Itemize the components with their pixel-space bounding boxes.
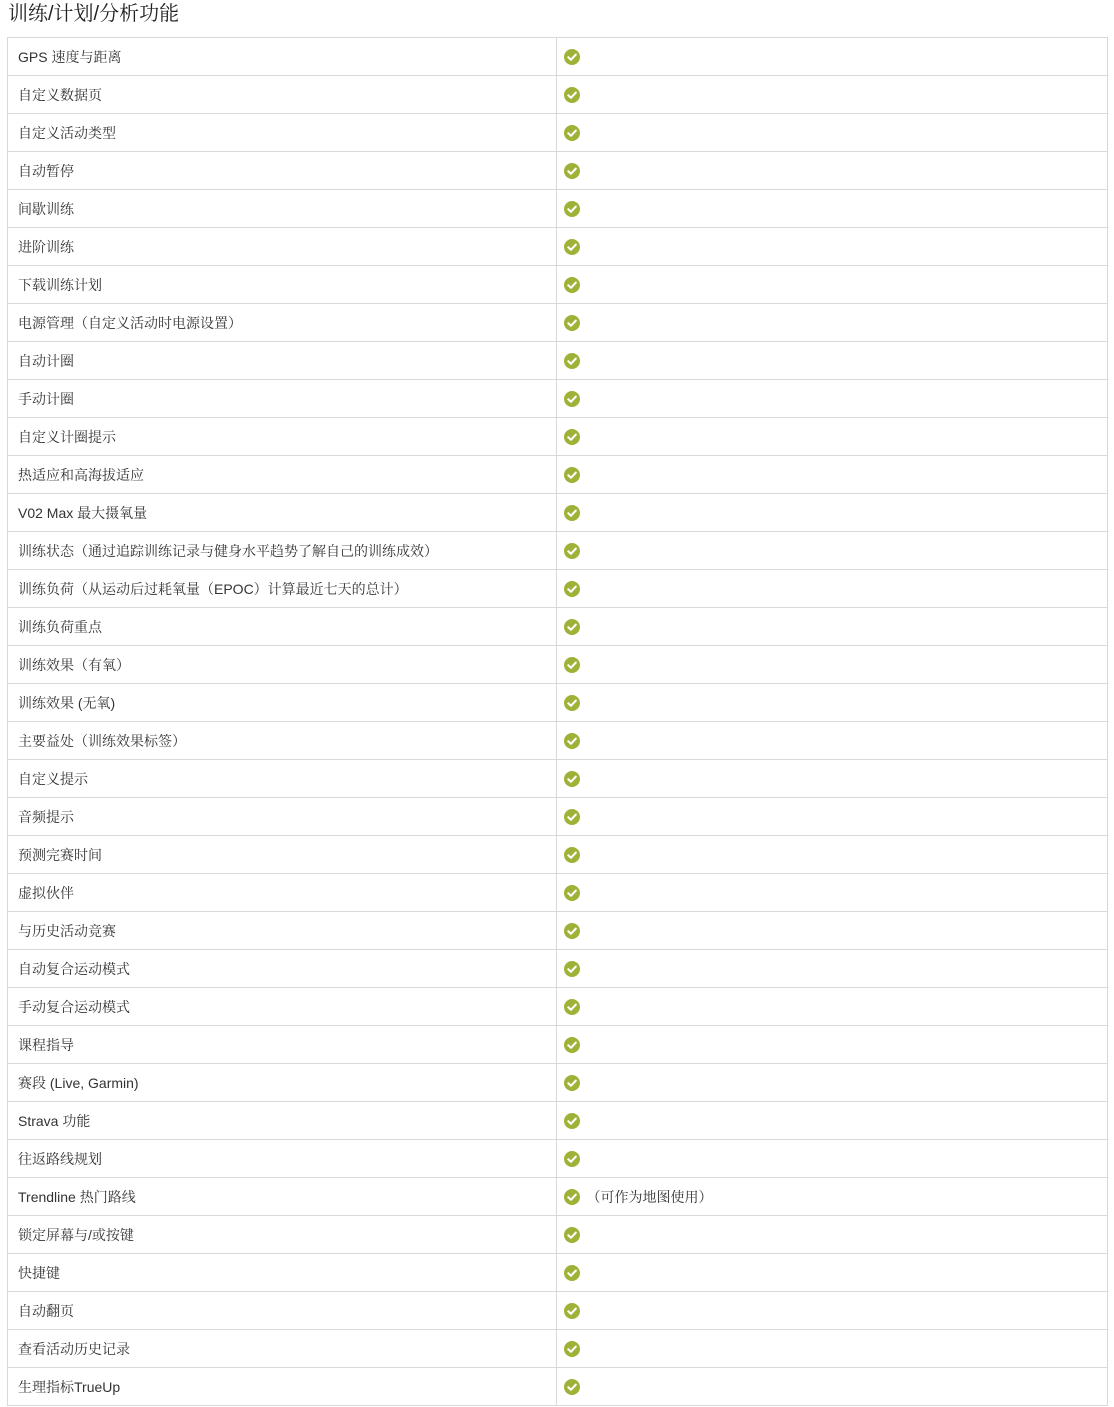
feature-value-cell (557, 1292, 1108, 1330)
feature-name-cell: 课程指导 (8, 1026, 557, 1064)
feature-table (7, 37, 1108, 1406)
feature-value (564, 228, 1107, 265)
table-row (8, 418, 1108, 456)
feature-name-cell: Trendline 热门路线 (8, 1178, 557, 1216)
feature-value (564, 798, 1107, 835)
feature-value (564, 38, 1107, 75)
table-row (8, 1178, 1108, 1216)
feature-name-cell: 生理指标TrueUp (8, 1368, 557, 1406)
feature-value-cell (557, 1254, 1108, 1292)
feature-name-cell: 锁定屏幕与/或按键 (8, 1216, 557, 1254)
check-circle-icon (564, 125, 580, 141)
table-row (8, 646, 1108, 684)
table-row (8, 304, 1108, 342)
table-row (8, 1140, 1108, 1178)
feature-value (564, 1216, 1107, 1253)
feature-name-cell: 快捷键 (8, 1254, 557, 1292)
check-circle-icon (564, 847, 580, 863)
feature-value (564, 646, 1107, 683)
feature-value (564, 1102, 1107, 1139)
feature-name-cell: 训练效果 (无氧) (8, 684, 557, 722)
feature-value (564, 1368, 1107, 1405)
check-circle-icon (564, 885, 580, 901)
feature-value-cell (557, 266, 1108, 304)
table-row (8, 38, 1108, 76)
check-circle-icon (564, 429, 580, 445)
feature-name-cell: 手动计圈 (8, 380, 557, 418)
table-row (8, 532, 1108, 570)
feature-name-cell: 赛段 (Live, Garmin) (8, 1064, 557, 1102)
feature-value (564, 418, 1107, 455)
feature-value-cell (557, 418, 1108, 456)
feature-value-cell (557, 646, 1108, 684)
check-circle-icon (564, 1113, 580, 1129)
feature-name-cell: 自定义计圈提示 (8, 418, 557, 456)
check-circle-icon (564, 1189, 580, 1205)
feature-value (564, 1140, 1107, 1177)
feature-value-cell (557, 1026, 1108, 1064)
table-row (8, 342, 1108, 380)
table-row (8, 1102, 1108, 1140)
feature-value (564, 76, 1107, 113)
table-row (8, 684, 1108, 722)
table-row (8, 76, 1108, 114)
table-row (8, 494, 1108, 532)
feature-value (564, 1254, 1107, 1291)
table-row (8, 874, 1108, 912)
feature-value (564, 988, 1107, 1025)
table-row (8, 1026, 1108, 1064)
table-row (8, 912, 1108, 950)
feature-value (564, 874, 1107, 911)
feature-value (564, 950, 1107, 987)
feature-value-cell (557, 456, 1108, 494)
feature-value (564, 1026, 1107, 1063)
feature-value-cell (557, 874, 1108, 912)
table-row (8, 266, 1108, 304)
feature-name-cell: 音频提示 (8, 798, 557, 836)
table-row (8, 380, 1108, 418)
check-circle-icon (564, 353, 580, 369)
table-row (8, 760, 1108, 798)
feature-name-cell: 进阶训练 (8, 228, 557, 266)
check-circle-icon (564, 201, 580, 217)
feature-value (564, 1330, 1107, 1367)
feature-value (564, 684, 1107, 721)
feature-value (564, 304, 1107, 341)
feature-value-cell (557, 760, 1108, 798)
feature-value-cell (557, 1178, 1108, 1216)
check-circle-icon (564, 999, 580, 1015)
check-circle-icon (564, 277, 580, 293)
feature-value (564, 380, 1107, 417)
feature-value-cell (557, 912, 1108, 950)
feature-name-cell: 自定义提示 (8, 760, 557, 798)
feature-value (564, 152, 1107, 189)
feature-value (564, 608, 1107, 645)
feature-name-cell: 自动计圈 (8, 342, 557, 380)
table-row (8, 608, 1108, 646)
feature-value-cell (557, 342, 1108, 380)
feature-name-cell: 自定义活动类型 (8, 114, 557, 152)
feature-value-cell (557, 684, 1108, 722)
table-row (8, 114, 1108, 152)
feature-note: （可作为地图使用） (586, 1188, 713, 1205)
feature-name-cell: 主要益处（训练效果标签） (8, 722, 557, 760)
check-circle-icon (564, 809, 580, 825)
feature-value-cell (557, 722, 1108, 760)
feature-name-cell: 训练效果（有氧） (8, 646, 557, 684)
feature-value-cell (557, 1368, 1108, 1406)
check-circle-icon (564, 619, 580, 635)
feature-value-cell (557, 228, 1108, 266)
feature-name-cell: 训练负荷（从运动后过耗氧量（EPOC）计算最近七天的总计） (8, 570, 557, 608)
feature-value (564, 342, 1107, 379)
check-circle-icon (564, 315, 580, 331)
feature-value-cell (557, 76, 1108, 114)
feature-value (564, 532, 1107, 569)
feature-name-cell: 往返路线规划 (8, 1140, 557, 1178)
feature-value-cell (557, 1216, 1108, 1254)
feature-name-cell: 自动翻页 (8, 1292, 557, 1330)
feature-value (564, 760, 1107, 797)
feature-value-cell (557, 608, 1108, 646)
feature-value-cell (557, 38, 1108, 76)
check-circle-icon (564, 49, 580, 65)
check-circle-icon (564, 1265, 580, 1281)
feature-value-cell (557, 532, 1108, 570)
feature-name-cell: 间歇训练 (8, 190, 557, 228)
table-row (8, 1254, 1108, 1292)
table-row (8, 228, 1108, 266)
table-row (8, 950, 1108, 988)
feature-value (564, 836, 1107, 873)
check-circle-icon (564, 961, 580, 977)
table-row (8, 836, 1108, 874)
table-row (8, 190, 1108, 228)
feature-value (564, 114, 1107, 151)
table-row (8, 988, 1108, 1026)
check-circle-icon (564, 391, 580, 407)
feature-name-cell: 自动复合运动模式 (8, 950, 557, 988)
table-row (8, 456, 1108, 494)
feature-name-cell: 自定义数据页 (8, 76, 557, 114)
feature-value (564, 912, 1107, 949)
check-circle-icon (564, 1151, 580, 1167)
feature-name-cell: 电源管理（自定义活动时电源设置） (8, 304, 557, 342)
feature-value-cell (557, 114, 1108, 152)
feature-value (564, 570, 1107, 607)
check-circle-icon (564, 1303, 580, 1319)
table-row (8, 798, 1108, 836)
feature-value (564, 190, 1107, 227)
check-circle-icon (564, 467, 580, 483)
feature-name-cell: 与历史活动竞赛 (8, 912, 557, 950)
section-title: 训练/计划/分析功能 (8, 3, 180, 25)
feature-name-cell: 下载训练计划 (8, 266, 557, 304)
table-row (8, 722, 1108, 760)
table-row (8, 1292, 1108, 1330)
feature-value-cell (557, 304, 1108, 342)
table-row (8, 570, 1108, 608)
check-circle-icon (564, 505, 580, 521)
feature-value-cell (557, 1140, 1108, 1178)
check-circle-icon (564, 1075, 580, 1091)
feature-name-cell: GPS 速度与距离 (8, 38, 557, 76)
table-row (8, 1216, 1108, 1254)
check-circle-icon (564, 581, 580, 597)
feature-name-cell: 训练负荷重点 (8, 608, 557, 646)
feature-value (564, 722, 1107, 759)
feature-value-cell (557, 836, 1108, 874)
check-circle-icon (564, 1227, 580, 1243)
feature-value (564, 1178, 1107, 1215)
table-row (8, 1064, 1108, 1102)
table-row (8, 1368, 1108, 1406)
feature-value (564, 266, 1107, 303)
check-circle-icon (564, 543, 580, 559)
feature-value-cell (557, 570, 1108, 608)
feature-name-cell: 查看活动历史记录 (8, 1330, 557, 1368)
feature-value-cell (557, 152, 1108, 190)
feature-value (564, 1292, 1107, 1329)
check-circle-icon (564, 163, 580, 179)
table-row (8, 152, 1108, 190)
check-circle-icon (564, 239, 580, 255)
feature-name-cell: 手动复合运动模式 (8, 988, 557, 1026)
feature-value-cell (557, 190, 1108, 228)
feature-value-cell (557, 1064, 1108, 1102)
check-circle-icon (564, 1379, 580, 1395)
feature-name-cell: Strava 功能 (8, 1102, 557, 1140)
feature-value-cell (557, 1330, 1108, 1368)
feature-value-cell (557, 380, 1108, 418)
feature-name-cell: 热适应和高海拔适应 (8, 456, 557, 494)
feature-value (564, 456, 1107, 493)
check-circle-icon (564, 1037, 580, 1053)
check-circle-icon (564, 923, 580, 939)
feature-table-body (8, 38, 1108, 1406)
feature-value-cell (557, 1102, 1108, 1140)
table-row (8, 1330, 1108, 1368)
feature-name-cell: V02 Max 最大摄氧量 (8, 494, 557, 532)
check-circle-icon (564, 87, 580, 103)
check-circle-icon (564, 657, 580, 673)
feature-name-cell: 自动暂停 (8, 152, 557, 190)
feature-value-cell (557, 988, 1108, 1026)
feature-value-cell (557, 950, 1108, 988)
check-circle-icon (564, 771, 580, 787)
feature-value-cell (557, 494, 1108, 532)
check-circle-icon (564, 733, 580, 749)
feature-name-cell: 训练状态（通过追踪训练记录与健身水平趋势了解自己的训练成效） (8, 532, 557, 570)
feature-name-cell: 预测完赛时间 (8, 836, 557, 874)
check-circle-icon (564, 1341, 580, 1357)
feature-value-cell (557, 798, 1108, 836)
feature-value (564, 494, 1107, 531)
check-circle-icon (564, 695, 580, 711)
feature-value (564, 1064, 1107, 1101)
feature-name-cell: 虚拟伙伴 (8, 874, 557, 912)
